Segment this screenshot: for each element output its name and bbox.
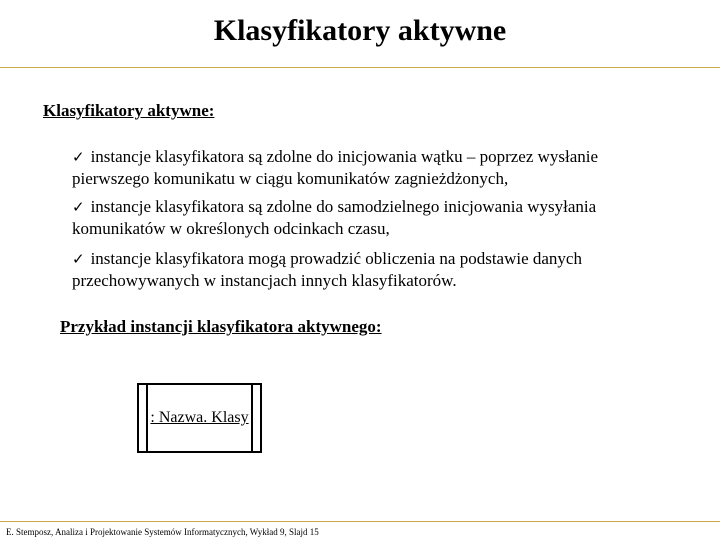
page-title: Klasyfikatory aktywne [213, 14, 507, 47]
footer-divider [0, 521, 720, 522]
bullet-item [72, 196, 672, 240]
title-divider [0, 67, 720, 68]
active-class-instance-inner [146, 383, 253, 453]
class-instance-label: : Nazwa. Klasy [150, 409, 249, 426]
bullet-text: instancje klasyfikatora są zdolne do samodzielnego inicjowania wysyłania [90, 197, 597, 216]
bullet-text: przechowywanych w instancjach innych klasyfikatorów. [72, 271, 457, 290]
example-heading: Przykład instancji klasyfikatora aktywnego: [60, 317, 382, 336]
footer-text: E. Stemposz, Analiza i Projektowanie Systemów Informatycznych, Wykład 9, Slajd 15 [6, 527, 319, 537]
bullet-text: komunikatów w określonych odcinkach czasu, [72, 219, 390, 238]
section-heading: Klasyfikatory aktywne: [43, 101, 215, 120]
bullet-item [72, 248, 672, 292]
bullet-item [72, 146, 672, 190]
checkmark-icon: ✓ [72, 148, 85, 166]
bullet-text: instancje klasyfikatora mogą prowadzić obliczenia na podstawie danych [90, 249, 582, 268]
bullet-text: pierwszego komunikatu w ciągu komunikatów zagnieżdżonych, [72, 169, 509, 188]
bullet-text: instancje klasyfikatora są zdolne do inicjowania wątku – poprzez wysłanie [90, 147, 599, 166]
checkmark-icon: ✓ [72, 198, 85, 216]
checkmark-icon: ✓ [72, 250, 85, 268]
